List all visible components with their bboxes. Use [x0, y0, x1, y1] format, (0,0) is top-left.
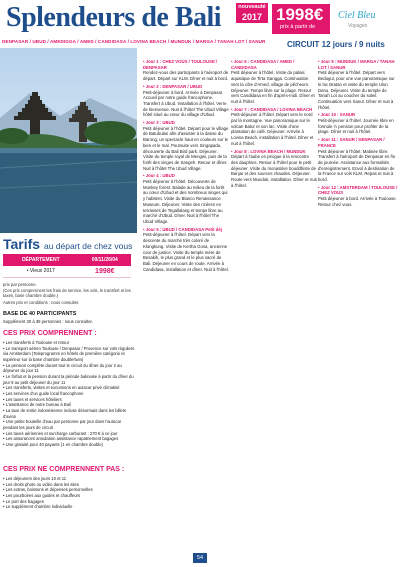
itinerary-day [318, 112, 398, 135]
day-title: • Jour 5 : UBUD / CANDIDASA Petit déj [143, 226, 222, 232]
itinerary-day [318, 185, 398, 208]
tarifs-heading [3, 236, 132, 252]
day-title: • Jour 11 : SANUR / DENPASAR / FRANCE [318, 137, 385, 148]
day-title: • Jour 3 : UBUD [143, 120, 175, 126]
list-item: • Le supplément chambre individuelle [3, 504, 73, 510]
base-line: Supplément 30 à 39 personnes : nous consulter. [3, 319, 93, 324]
new-badge [236, 3, 268, 23]
brand-logo [336, 4, 396, 34]
list-item: • Les services d'un guide local francophone [3, 391, 84, 397]
destinations-line: DENPASAR / UBUD / AMEDIGGA / AMED / CANDIDASA / LOVINA BEACH / MUNDUK / MARGA / TANAH LOT / SANUR [2, 39, 266, 44]
price-caption: prix à partir de [280, 24, 316, 30]
day-title: • Jour 8 : LOVINA BEACH / MUNDUK [231, 148, 306, 154]
tarifs-table [3, 254, 131, 278]
day-title: • Jour 7 : CANDIDASA / LOVINA BEACH [231, 106, 313, 112]
list-item: • Les droits photo ou vidéo dans les sites [3, 481, 79, 487]
logo-subtitle: Voyages [348, 23, 368, 29]
day-title: • Jour 4 : UBUD [143, 173, 175, 179]
day-text: Petit déjeuner à l'hôtel. Départ vers Bedugul, pour une vue panoramique sur le lac Bratan et visite du temple Ulun Danu. Déjeuner. Visite du temple de Tanah Lot au coucher du soleil. Continuation vers Sanur. Dîner et nuit à l'hôtel. [318, 70, 395, 110]
itinerary-day [143, 173, 229, 224]
list-item: • Les taxes aériennes et surcharge carburant : 270 € à ce jour [3, 430, 118, 436]
tarif-note-1: prix par personne. [3, 282, 37, 287]
day-title: • Jour 12 : AMSTERDAM / TOULOUSE / CHEZ VOUS [318, 184, 398, 196]
necomprend-list [3, 476, 135, 510]
day-text: Départ à l'aube en pirogue à la rencontre des dauphins. Retour à l'hôtel pour le petit déjeuner. Visite du monastère bouddhiste de Banjar et des sources chaudes. Déjeuner. Route vers Munduk, installation. Dîner et nuit à l'hôtel. [231, 154, 317, 188]
logo-name: Ciel Bleu [338, 10, 376, 21]
list-item: • Une petite bouteille d'eau par personne par jour dans l'autocar pendant les jours de circuit [3, 419, 122, 431]
temple-photo [0, 48, 137, 233]
base-title: BASE DE 40 PARTICIPANTS [3, 311, 77, 317]
list-item: • L'assistance de notre bureau à Bali [3, 402, 71, 408]
tarif-note-2: (Ces prix comprennent les frais de service, les vols, le transfert et les taxes, base chambre double.) [3, 288, 131, 299]
list-item: • Les déjeuners des jours 10 et 11 [3, 476, 67, 481]
day-text: Petit déjeuner à l'hôtel. Matinée libre. Transfert à l'aéroport de Denpasar en fin de journée. Assistance aux formalités d'enregistrement. Envol à destination de la France sur vols KLM. Repas et nuit à bord. [318, 148, 396, 183]
tarifs-title: Tarifs [3, 236, 41, 252]
itinerary-day [143, 120, 229, 171]
list-item: • Les pourboires aux guides et chauffeurs [3, 493, 81, 499]
day-text: Petit déjeuner à l'hôtel. Départ pour le village de Batubulan afin d'assister à la danse du Barong, un spectacle haut en couleurs sur le bien et le mal. Poursuite vers Singapadu, découverte du Bali Bird park. Déjeuner. Visite du temple royal de Mengwi, puis de la forêt des singes de Sangeh. Retour et dîner. Nuit à l'hôtel The Ubud Village. [143, 125, 229, 171]
tarif-header-dates: 09/11/26/04 [79, 254, 131, 266]
tarif-row-label: • Vieux 2017 [3, 266, 79, 277]
list-item: • Les assurances annulation assistance rapatriement bagages [3, 436, 119, 442]
list-item: • Les transferts à Toulouse et retour [3, 340, 70, 345]
day-text: Petit déjeuner à bord. Arrivée à Toulouse. Retour chez vous. [318, 196, 397, 207]
page-title: Splendeurs de Bali [6, 2, 222, 33]
circuit-duration: CIRCUIT 12 jours / 9 nuits [287, 40, 385, 49]
list-item: • Les extras, boissons et dépenses personnelles [3, 487, 93, 493]
list-item: • Les taxes et services hôteliers [3, 396, 62, 402]
itinerary-column-3 [318, 59, 398, 210]
tarifs-subtitle: au départ de chez vous [43, 241, 133, 251]
day-text: Petit-déjeuner à bord. Arrivée à Denpasar. Accueil par notre guide francophone. Transfert à Ubud. Installation à l'hôtel. Verre de bienvenue. Nuit à l'hôtel The Ubud Village hôtel situé au cœur du village d'Ubud. [143, 89, 229, 118]
list-item: • La taxe de sortie indonésienne incluse désormais dans les billets d'avion [3, 408, 126, 419]
itinerary-day [318, 137, 398, 183]
list-item: • Le port des bagages [3, 498, 44, 504]
necomprend-title: CES PRIX NE COMPRENNENT PAS : [3, 466, 125, 473]
itinerary-day [231, 107, 317, 147]
list-item: • Le forfait et la pension durant la période balinaise à partir du dîner du jour 9 au petit déjeuner du jour 11 [3, 374, 134, 385]
day-title: • Jour 10 : SANUR [318, 112, 356, 118]
list-item: • Les transferts, visites et excursions en autocar privé climatisé [3, 385, 120, 391]
day-text: Petit-déjeuner à l'hôtel. Départ vers la descente du marché très coloré de Klungkung. Visite de Kertha Gosa, ancienne cour de justice. Visite du temple mère de Besakih, le plus grand et le plus sacré de Bali. Déjeuner en cours de route. Arrivée à Candidasa, installation et dîner. Nuit à l'hôtel. [143, 232, 229, 272]
itinerary-day [231, 149, 317, 189]
itinerary-day [231, 59, 317, 105]
tarif-header-departement: DÉPARTEMENT [3, 254, 79, 266]
list-item: • La pension complète durant tout le circuit du dîner du jour 2 au déjeuner du jour 11 [3, 362, 122, 374]
day-text: Petit déjeuner à l'hôtel. Visite du palais aquatique de Tirta Gangga. Continuation vers la côte d'Amed, village de pêcheurs. Déjeuner. Temps libre sur la plage. Retour vers Candidasa en fin d'après-midi. Dîner et nuit à l'hôtel. [231, 70, 315, 104]
itinerary-column-1 [143, 59, 229, 274]
day-title: • Jour 1 : CHEZ VOUS / TOULOUSE / DENPASAR [143, 59, 218, 70]
tarif-note-3: Autres prix et conditions : nous consulter. [3, 300, 80, 305]
temple-illustration [0, 48, 137, 233]
comprend-list [3, 340, 135, 448]
day-title: • Jour 2 : DENPASAR / UBUD [143, 83, 203, 89]
list-item: • Le transport aérien Toulouse / Denpasar / Provence sur vols réguliers via Amsterdam (Teleprogramm en hôtels de première catégorie et supérieur sur la base chambre double/twin) [3, 345, 135, 363]
day-title: • Jour 9 : MUNDUK / MARGA / TANAH LOT / SANUR [318, 59, 395, 70]
new-badge-label: nouveauté [238, 4, 266, 10]
itinerary-column-2 [231, 59, 317, 190]
itinerary-day [143, 227, 229, 273]
itinerary-day [143, 84, 229, 118]
day-title: • Jour 6 : CANDIDASA / AMED / CANDIDASA [231, 59, 295, 70]
day-text: Petit-déjeuner à l'hôtel. Journée libre en formule ½ pension pour profiter de la plage. Dîner et nuit à l'hôtel. [318, 118, 394, 135]
day-text: Petit-déjeuner à l'hôtel. Départ vers le nord par la montagne. Vue panoramique sur le volcan Batur et son lac. Visite d'une plantation de café. Déjeuner. Arrivée à Lovina Beach, installation à l'hôtel. Dîner et nuit à l'hôtel. [231, 112, 314, 146]
itinerary-day [318, 59, 398, 110]
new-badge-year: 2017 [241, 11, 263, 22]
list-item: • Une gratuité pour 40 payants (1 en chambre double) [3, 442, 103, 448]
day-text: Rendez-vous des participants à l'aéroport de départ. Départ sur KLM. Dîner et nuit à bord. [143, 70, 229, 82]
price-value: 1998€ [276, 5, 324, 24]
tarif-row-price: 1998€ [79, 266, 131, 277]
comprend-title: CES PRIX COMPRENNENT : [3, 330, 97, 337]
day-text: Petit déjeuner à l'hôtel. Découverte de Monkey forest. Balade au milieu de la forêt au cœur d'Ubud et des nombreux singes qui y habitent. Visite du Blanco Renaissance Museum. Déjeuner. Visite des rizières en terrasses de Tegallalang et temps libre au marché d'Ubud. Dîner. Nuit à l'hôtel The Ubud Village. [143, 179, 228, 224]
page-number: 54 [193, 553, 207, 563]
price-box [272, 4, 330, 34]
itinerary-day [143, 59, 229, 82]
